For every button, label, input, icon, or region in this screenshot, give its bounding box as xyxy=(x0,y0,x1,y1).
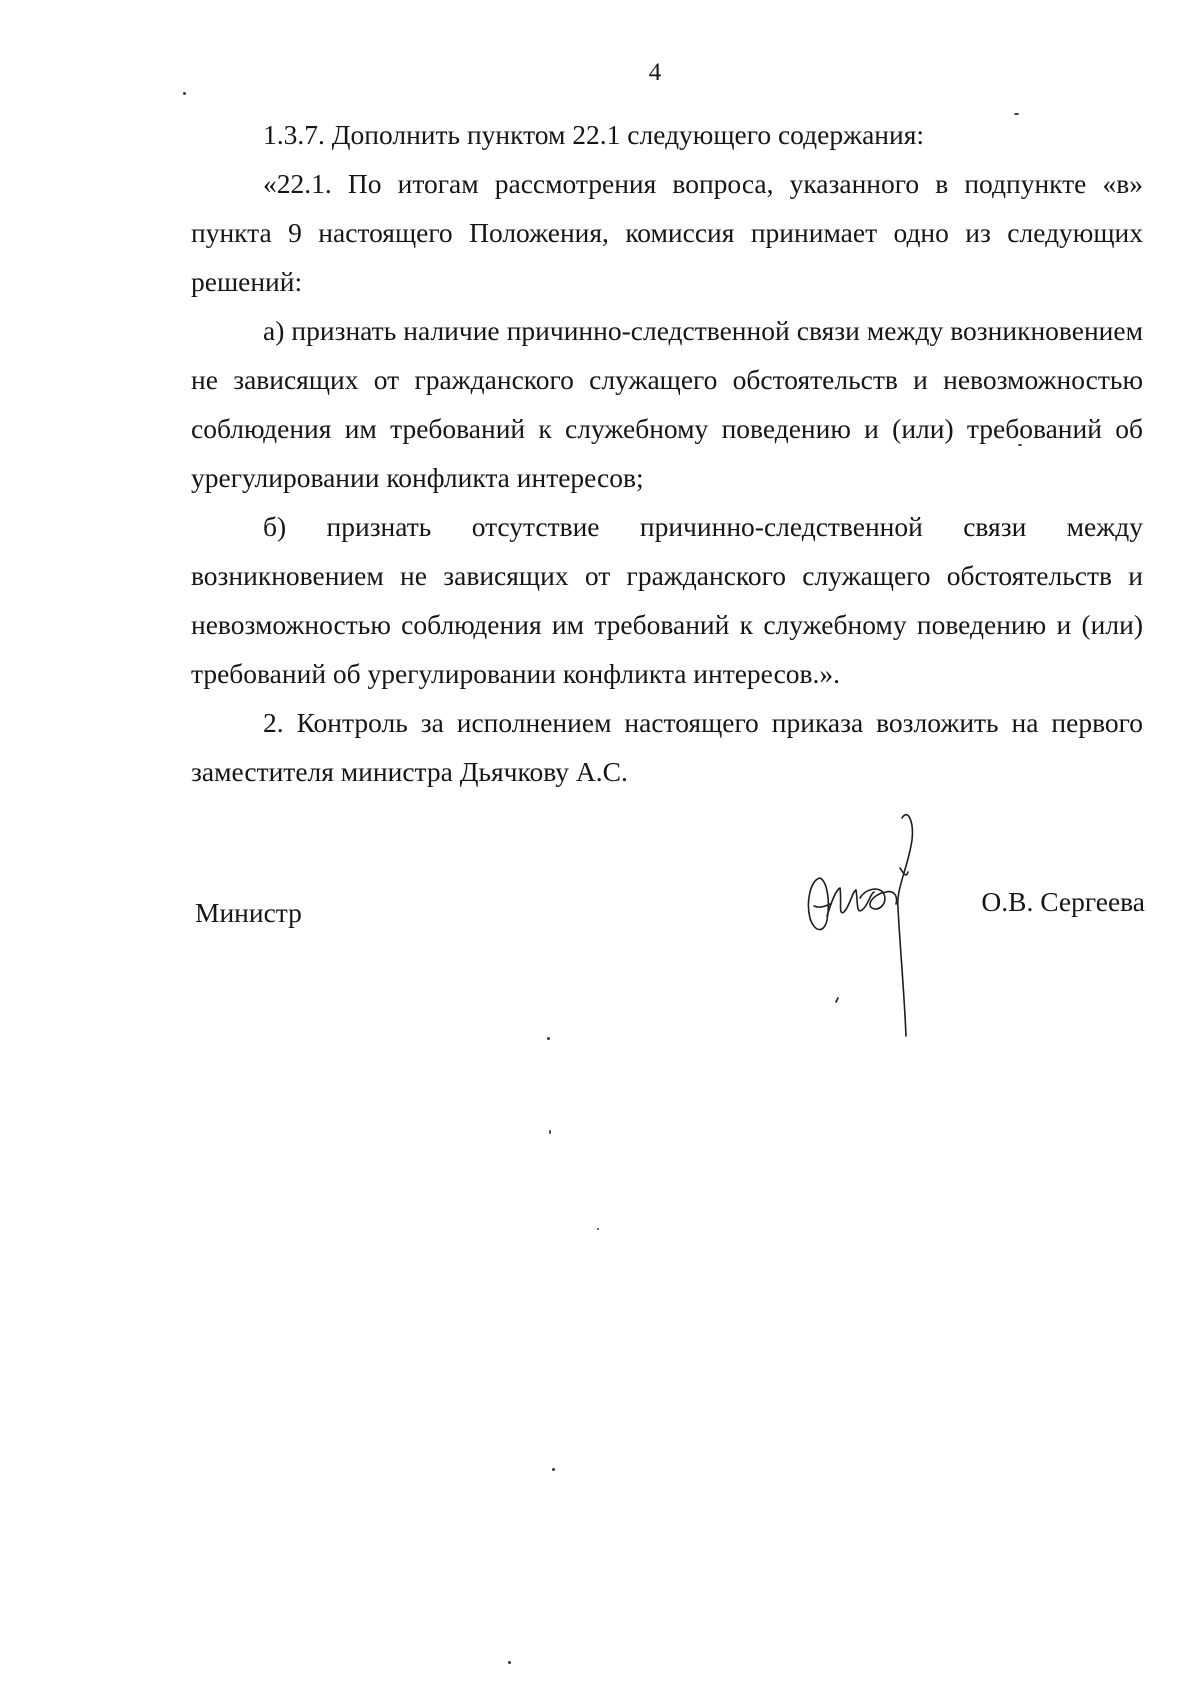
scan-speck xyxy=(597,1228,599,1230)
handwritten-signature xyxy=(800,808,950,1038)
scan-speck xyxy=(1018,444,1022,446)
scan-speck xyxy=(1014,113,1019,115)
scan-speck xyxy=(552,1468,555,1471)
paragraph-2-control: 2. Контроль за исполнением настоящего приказа возложить на первого заместителя министра Дьячкову А.С. xyxy=(191,707,1143,787)
signer-position: Министр xyxy=(195,897,302,928)
scan-speck xyxy=(508,1661,511,1664)
page-number: 4 xyxy=(648,59,662,86)
paragraph-1-3-7: 1.3.7. Дополнить пунктом 22.1 следующего содержания: xyxy=(263,119,924,150)
signer-name: О.В. Сергеева xyxy=(981,886,1145,917)
paragraph-item-a: а) признать наличие причинно-следственной связи между возникновением не зависящих от гражданского служащего обстоятельств и невозможностью соблюдения им требований к служебному поведению и (или) требований об урегулировании конфликта интересов; xyxy=(191,315,1143,493)
scan-speck xyxy=(549,1130,551,1134)
document-body xyxy=(191,110,1143,796)
paragraph-22-1: «22.1. По итогам рассмотрения вопроса, указанного в подпункте «в» пункта 9 настоящего Положения, комиссия принимает одно из следующих решений: xyxy=(191,168,1143,297)
scan-speck xyxy=(183,92,186,95)
paragraph-item-b: б) признать отсутствие причинно-следственной связи между возникновением не зависящих от гражданского служащего обстоятельств и невозможностью соблюдения им требований к служебному поведению и (или) требований об урегулировании конфликта интересов.». xyxy=(191,511,1143,689)
scan-speck xyxy=(547,1037,550,1040)
